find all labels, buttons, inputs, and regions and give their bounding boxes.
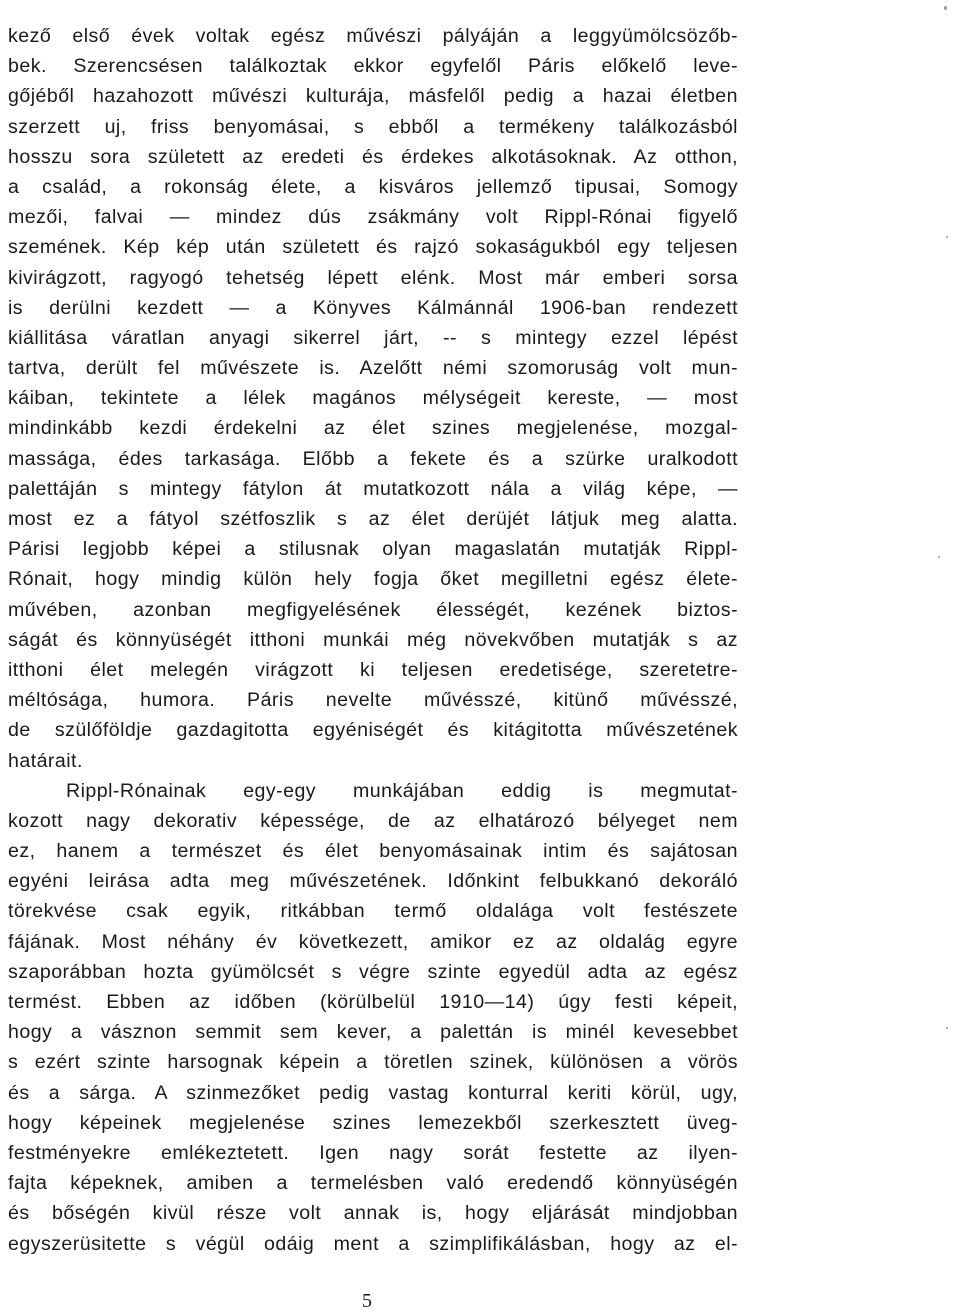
text-line: szerzett uj, friss benyomásai, s ebből a termékeny találkozásból bbox=[8, 115, 738, 138]
text-line: fájának. Most néhány év következett, amikor ez az oldalág egyre bbox=[8, 930, 738, 953]
text-line: kiállitása váratlan anyagi sikerrel járt, -- s mintegy ezzel lépést bbox=[8, 326, 738, 349]
text-line: ez, hanem a természet és élet benyomásainak intim és sajátosan bbox=[8, 840, 738, 863]
paragraph-start-line: Rippl-Rónainak egy-egy munkájában eddig is megmutat- bbox=[66, 779, 738, 802]
text-line: egyéni leirása adta meg művészetének. Időnkint felbukkanó dekoráló bbox=[8, 870, 738, 893]
text-line: s ezért szinte harsognak képein a töretlen szinek, különösen a vörös bbox=[8, 1051, 738, 1074]
text-line: Rónait, hogy mindig külön hely fogja őket megilletni egész élete- bbox=[8, 568, 738, 591]
text-line: ságát és könnyüségét itthoni munkái még növekvőben mutatják s az bbox=[8, 628, 738, 651]
text-line: hogy a vásznon semmit sem kever, a palettán is minél kevesebbet bbox=[8, 1021, 738, 1044]
text-line: méltósága, humora. Páris nevelte művésszé, kitünő művésszé, bbox=[8, 689, 738, 712]
text-line: termést. Ebben az időben (körülbelül 1910—14) úgy festi képeit, bbox=[8, 991, 738, 1013]
text-line: gőjéből hazahozott művészi kulturája, másfelől pedig a hazai életben bbox=[8, 85, 738, 108]
text-line: szaporábban hozta gyümölcsét s végre szinte egyedül adta az egész bbox=[8, 960, 738, 983]
text-line: mezői, falvai — mindez dús zsákmány volt Rippl-Rónai figyelő bbox=[8, 206, 738, 229]
text-line: most ez a fátyol szétfoszlik s az élet derüjét látjuk meg alatta. bbox=[8, 508, 738, 530]
text-line: Párisi legjobb képei a stilusnak olyan magaslatán mutatják Rippl- bbox=[8, 538, 738, 561]
text-line: és bőségén kivül része volt annak is, hogy eljárását mindjobban bbox=[8, 1202, 738, 1225]
text-line: massága, édes tarkasága. Előbb a fekete és a szürke uralkodott bbox=[8, 447, 738, 470]
paragraph-end-line: határait. bbox=[8, 749, 83, 772]
scan-speck bbox=[946, 236, 948, 238]
text-line: palettáján s mintegy fátylon át mutatkozott nála a világ képe, — bbox=[8, 477, 738, 500]
scan-speck bbox=[946, 1027, 948, 1029]
scan-speck bbox=[944, 6, 947, 10]
text-line: és a sárga. A szinmezőket pedig vastag konturral keriti körül, ugy, bbox=[8, 1081, 738, 1104]
text-line: fajta képeknek, amiben a termelésben való eredendő könnyüségén bbox=[8, 1172, 738, 1195]
text-line: kező első évek voltak egész művészi pályáján a leggyümölcsözőb- bbox=[8, 25, 738, 47]
text-line: a család, a rokonság élete, a kisváros jellemző tipusai, Somogy bbox=[8, 175, 738, 198]
text-line: káiban, tekintete a lélek magános mélységeit kereste, — most bbox=[8, 387, 738, 410]
page-number: 5 bbox=[362, 1290, 372, 1312]
text-line: művében, azonban megfigyelésének élességét, kezének biztos- bbox=[8, 598, 738, 621]
text-line: festményekre emlékeztetett. Igen nagy sorát festette az ilyen- bbox=[8, 1141, 738, 1164]
text-line: bek. Szerencsésen találkoztak ekkor egyfelől Páris előkelő leve- bbox=[8, 55, 738, 78]
text-line: de szülőföldje gazdagitotta egyéniségét és kitágitotta művészetének bbox=[8, 719, 738, 742]
text-line: tartva, derült fel művészete is. Azelőtt némi szomoruság volt mun- bbox=[8, 357, 738, 380]
text-line: kozott nagy dekorativ képessége, de az elhatározó bélyeget nem bbox=[8, 809, 738, 832]
text-line: szemének. Kép kép után született és rajzó sokaságukból egy teljesen bbox=[8, 236, 738, 259]
text-line: itthoni élet melegén virágzott ki teljesen eredetisége, szeretetre- bbox=[8, 658, 738, 681]
text-line: törekvése csak egyik, ritkábban termő oldalága volt festészete bbox=[8, 900, 738, 923]
text-line: mindinkább kezdi érdekelni az élet szines megjelenése, mozgal- bbox=[8, 417, 738, 440]
text-line: hogy képeinek megjelenése szines lemezekből szerkesztett üveg- bbox=[8, 1111, 738, 1134]
text-line: kivirágzott, ragyogó tehetség lépett elénk. Most már emberi sorsa bbox=[8, 266, 738, 289]
text-line: hosszu sora született az eredeti és érdekes alkotásoknak. Az otthon, bbox=[8, 145, 738, 168]
scan-speck bbox=[938, 556, 940, 558]
body-text bbox=[8, 21, 738, 1259]
text-line: is derülni kezdett — a Könyves Kálmánnál 1906-ban rendezett bbox=[8, 296, 738, 319]
text-line: egyszerüsitette s végül odáig ment a szimplifikálásban, hogy az el- bbox=[8, 1232, 738, 1255]
